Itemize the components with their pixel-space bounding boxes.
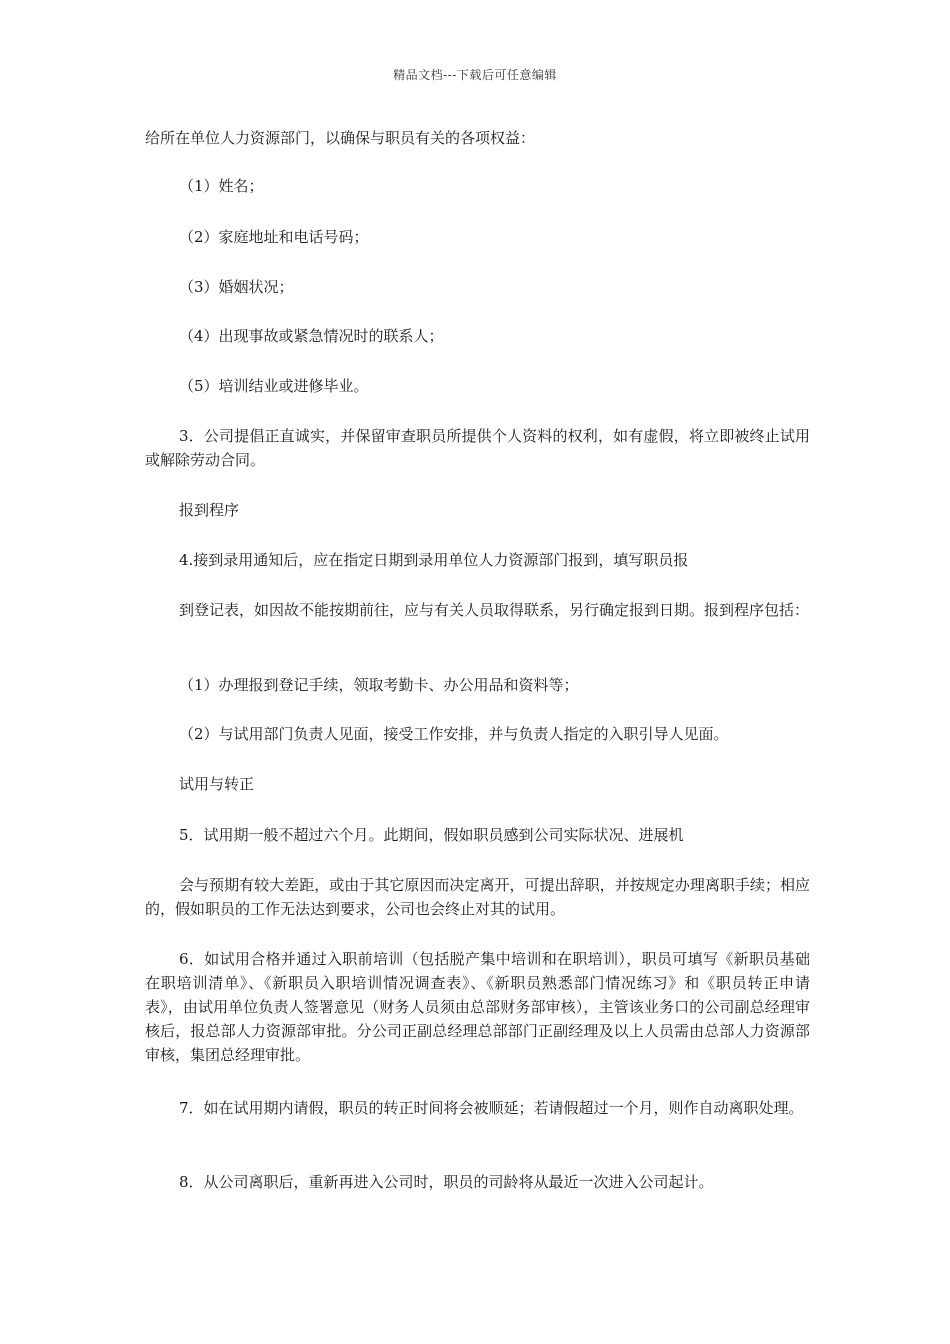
paragraph-5-continued: 会与预期有较大差距，或由于其它原因而决定离开，可提出辞职，并按规定办理离职手续；相应的，假如职员的工作无法达到要求，公司也会终止对其的试用。: [145, 876, 810, 918]
paragraph-8: 8．从公司离职后，重新再进入公司时，职员的司龄将从最近一次进入公司起计。: [179, 1173, 714, 1191]
page-header: 精品文档---下载后可任意编辑: [393, 68, 557, 82]
paragraph-4-continued: 到登记表，如因故不能按期前往，应与有关人员取得联系，另行确定报到日期。报到程序包括：: [179, 601, 810, 619]
list-item: （5）培训结业或进修毕业。: [179, 377, 369, 395]
section-heading-report: 报到程序: [179, 501, 240, 519]
list-item: （4）出现事故或紧急情况时的联系人；: [179, 327, 444, 345]
list-item: （3）婚姻状况；: [179, 278, 294, 296]
paragraph-5-line1: 5．试用期一般不超过六个月。此期间，假如职员感到公司实际状况、进展机: [179, 826, 684, 844]
paragraph-4-line1: 4.接到录用通知后，应在指定日期到录用单位人力资源部门报到，填写职员报: [179, 551, 689, 569]
list-item: （1）办理报到登记手续，领取考勤卡、办公用品和资料等；: [179, 676, 579, 694]
list-item: （2）家庭地址和电话号码；: [179, 228, 369, 246]
intro-paragraph: 给所在单位人力资源部门，以确保与职员有关的各项权益：: [145, 129, 536, 147]
list-item: （2）与试用部门负责人见面，接受工作安排，并与负责人指定的入职引导人见面。: [179, 725, 729, 743]
section-heading-probation: 试用与转正: [179, 775, 255, 793]
paragraph-3: 3．公司提倡正直诚实，并保留审查职员所提供个人资料的权利，如有虚假，将立即被终止试用或解除劳动合同。: [145, 427, 810, 469]
paragraph-7: 7．如在试用期内请假，职员的转正时间将会被顺延；若请假超过一个月，则作自动离职处理。: [179, 1099, 804, 1117]
list-item: （1）姓名；: [179, 177, 264, 195]
paragraph-6: 6．如试用合格并通过入职前培训（包括脱产集中培训和在职培训），职员可填写《新职员基础在职培训清单》、《新职员入职培训情况调查表》、《新职员熟悉部门情况练习》和《职员转正申请表》，由试用单位负责人签署意见（财务人员须由总部财务部审核），主管该业务口的公司副总经理审核后，报总部人力资源部审批。分公司正副总经理总部部门正副经理及以上人员需由总部人力资源部审核，集团总经理审批。: [145, 950, 810, 1064]
